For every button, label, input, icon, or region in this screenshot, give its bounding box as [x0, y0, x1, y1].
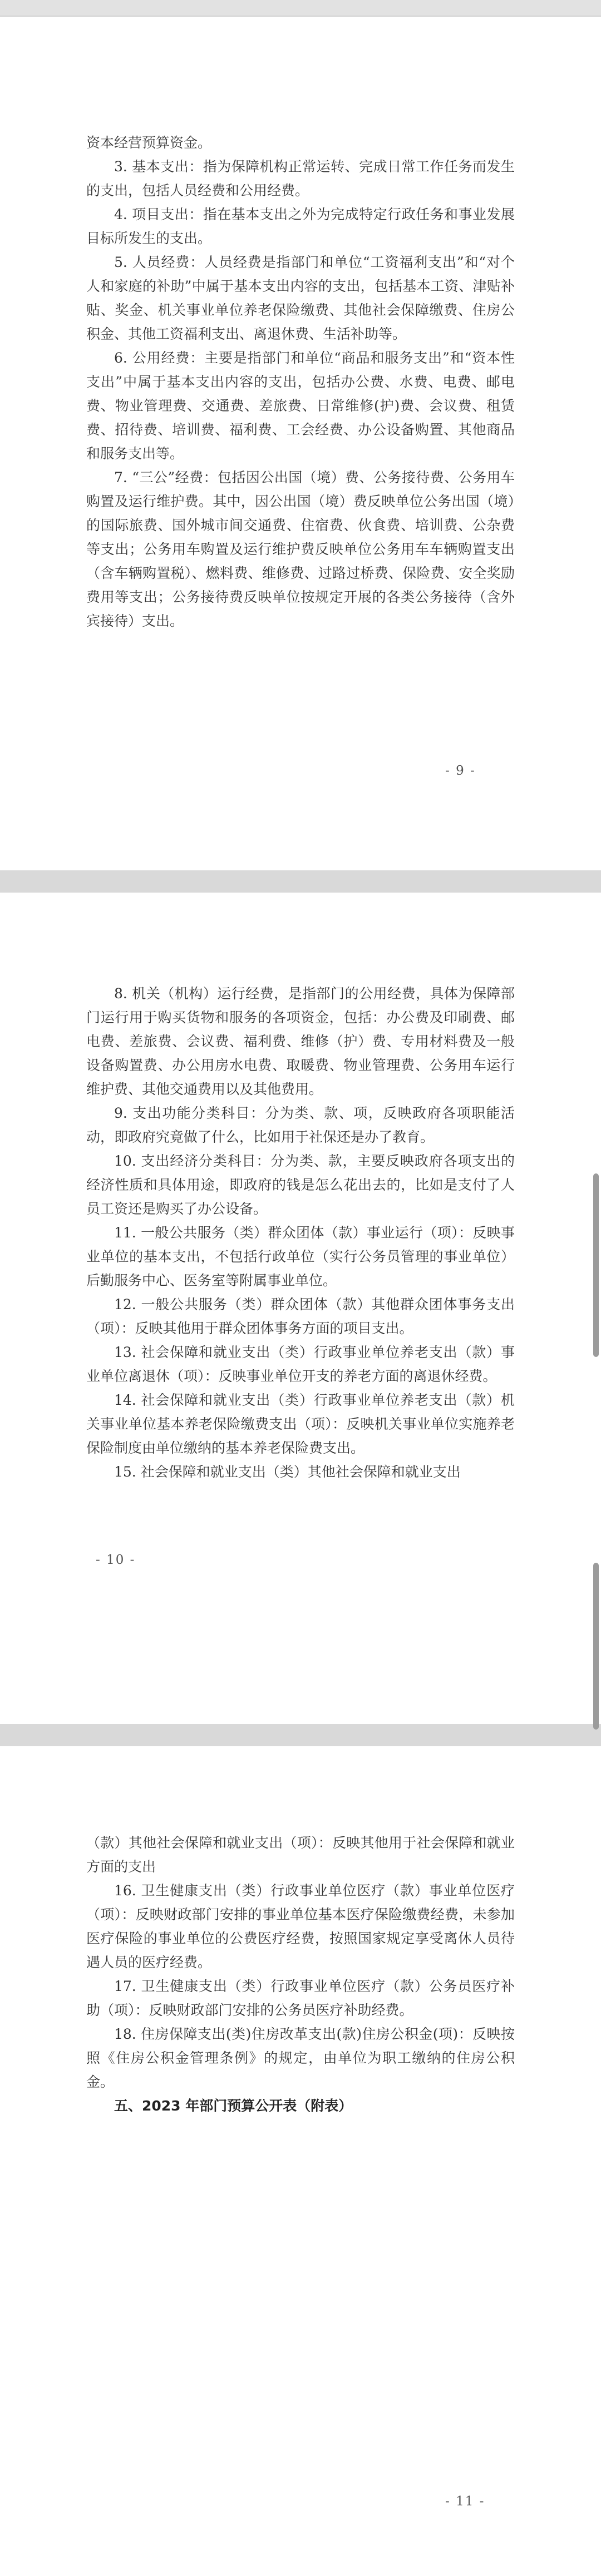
page-number: - 11 -	[445, 2494, 485, 2509]
section-heading: 五、2023 年部门预算公开表（附表）	[114, 2098, 353, 2114]
paragraph: 11. 一般公共服务（类）群众团体（款）事业运行（项）：反映事业单位的基本支出，不包括行政单位（实行公务员管理的事业单位）后勤服务中心、医务室等附属事业单位。	[86, 1225, 515, 1289]
document-page-10	[0, 893, 601, 1724]
page-gap	[0, 1724, 601, 1746]
paragraph: 14. 社会保障和就业支出（类）行政事业单位养老支出（款）机关事业单位基本养老保险缴费支出（项）：反映机关事业单位实施养老保险制度由单位缴纳的基本养老保险费支出。	[86, 1392, 515, 1456]
paragraph: 18. 住房保障支出(类)住房改革支出(款)住房公积金(项)：反映按照《住房公积金管理条例》的规定，由单位为职工缴纳的住房公积金。	[86, 2026, 515, 2090]
paragraph: 资本经营预算资金。	[86, 135, 212, 151]
document-page-11	[0, 1746, 601, 2576]
paragraph: 16. 卫生健康支出（类）行政事业单位医疗（款）事业单位医疗（项）：反映财政部门安排的事业单位基本医疗保险缴费经费，未参加医疗保险的事业单位的公费医疗经费，按照国家规定享受离休人员待遇人员的医疗经费。	[86, 1883, 515, 1970]
paragraph: 17. 卫生健康支出（类）行政事业单位医疗（款）公务员医疗补助（项）：反映财政部门安排的公务员医疗补助经费。	[86, 1978, 515, 2018]
paragraph: 3. 基本支出：指为保障机构正常运转、完成日常工作任务而发生的支出，包括人员经费和公用经费。	[86, 158, 515, 199]
page-10-body	[86, 982, 515, 1484]
paragraph: 7. “三公”经费：包括因公出国（境）费、公务接待费、公务用车购置及运行维护费。其中，因公出国（境）费反映单位公务出国（境）的国际旅费、国外城市间交通费、住宿费、伙食费、培训费、公杂费等支出；公务用车购置及运行维护费反映单位公务用车车辆购置支出（含车辆购置税）、燃料费、维修费、过路过桥费、保险费、安全奖励费用等支出；公务接待费反映单位按规定开展的各类公务接待（含外宾接待）支出。	[86, 469, 515, 629]
scrollbar-thumb[interactable]	[593, 1563, 599, 1730]
page-number: - 10 -	[96, 1553, 136, 1567]
paragraph: （款）其他社会保障和就业支出（项）：反映其他用于社会保障和就业方面的支出	[86, 1835, 515, 1875]
page-9-body	[86, 131, 515, 633]
scrollbar-thumb[interactable]	[593, 1173, 599, 1357]
document-page-9	[0, 17, 601, 870]
page-gap	[0, 870, 601, 893]
viewer-top-bar	[0, 0, 601, 17]
paragraph: 6. 公用经费：主要是指部门和单位“商品和服务支出”和“资本性支出”中属于基本支出内容的支出，包括办公费、水费、电费、邮电费、物业管理费、交通费、差旅费、日常维修(护)费、会议费、租赁费、招待费、培训费、福利费、工会经费、办公设备购置、其他商品和服务支出等。	[86, 350, 515, 462]
page-number: - 9 -	[445, 764, 476, 778]
paragraph: 9. 支出功能分类科目：分为类、款、项，反映政府各项职能活动，即政府究竟做了什么，比如用于社保还是办了教育。	[86, 1105, 515, 1145]
paragraph: 8. 机关（机构）运行经费，是指部门的公用经费，具体为保障部门运行用于购买货物和服务的各项资金，包括：办公费及印刷费、邮电费、差旅费、会议费、福利费、维修（护）费、专用材料费及一般设备购置费、办公用房水电费、取暖费、物业管理费、公务用车运行维护费、其他交通费用以及其他费用。	[86, 985, 515, 1097]
paragraph: 15. 社会保障和就业支出（类）其他社会保障和就业支出	[114, 1464, 461, 1480]
paragraph: 4. 项目支出：指在基本支出之外为完成特定行政任务和事业发展目标所发生的支出。	[86, 206, 515, 246]
paragraph: 12. 一般公共服务（类）群众团体（款）其他群众团体事务支出（项）：反映其他用于群众团体事务方面的项目支出。	[86, 1296, 515, 1336]
paragraph: 10. 支出经济分类科目：分为类、款，主要反映政府各项支出的经济性质和具体用途，即政府的钱是怎么花出去的，比如是支付了人员工资还是购买了办公设备。	[86, 1153, 515, 1217]
paragraph: 13. 社会保障和就业支出（类）行政事业单位养老支出（款）事业单位离退休（项）：反映事业单位开支的养老方面的离退休经费。	[86, 1344, 515, 1384]
paragraph: 5. 人员经费：人员经费是指部门和单位“工资福利支出”和“对个人和家庭的补助”中属于基本支出内容的支出，包括基本工资、津贴补贴、奖金、机关事业单位养老保险缴费、其他社会保障缴费、住房公积金、其他工资福利支出、离退休费、生活补助等。	[86, 254, 515, 342]
page-11-body	[86, 1831, 515, 2118]
